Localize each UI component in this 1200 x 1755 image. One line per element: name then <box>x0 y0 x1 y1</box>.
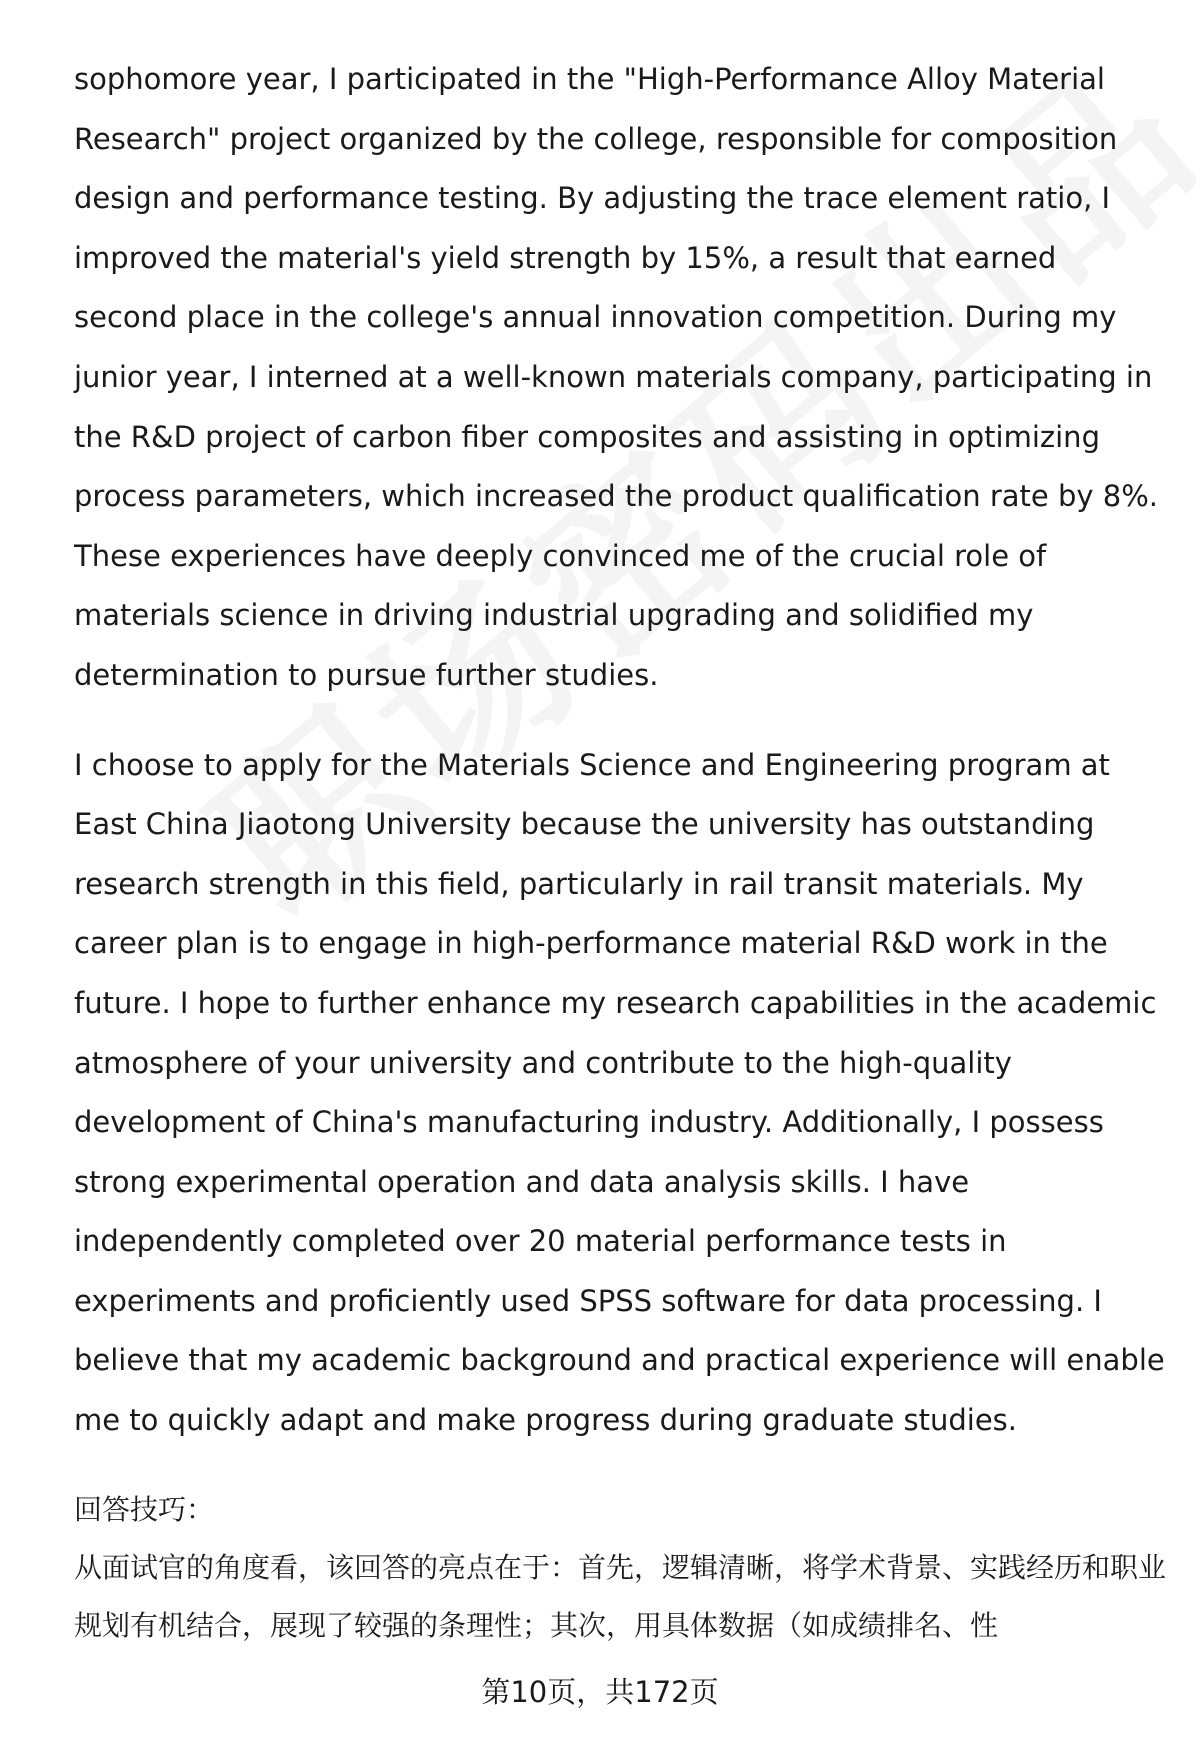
paragraph-experience: sophomore year, I participated in the "High-Performance Alloy Material Research" project organized by the college, responsible for composition design and performance testing. By adjusting the trace element ratio, I improved the material's yield strength by 15%, a result that earned second place in the college's annual innovation competition. During my junior year, I interned at a well-known materials company, participating in the R&D project of carbon fiber composites and assisting in optimizing process parameters, which increased the product qualification rate by 8%. These experiences have deeply convinced me of the crucial role of materials science in driving industrial upgrading and solidified my determination to pursue further studies. <box>74 62 1158 692</box>
tips-body: 从面试官的角度看，该回答的亮点在于：首先，逻辑清晰，将学术背景、实践经历和职业规划有机结合，展现了较强的条理性；其次，用具体数据（如成绩排名、性 <box>74 1550 1167 1642</box>
paragraph-motivation: I choose to apply for the Materials Science and Engineering program at East China Jiaotong University because the university has outstanding research strength in this field, particularly in rail transit materials. My career plan is to engage in high-performance material R&D work in the future. I hope to further enhance my research capabilities in the academic atmosphere of your university and contribute to the high-quality development of China's manufacturing industry. Additionally, I possess strong experimental operation and data analysis skills. I have independently completed over 20 material performance tests in experiments and proficiently used SPSS software for data processing. I believe that my academic background and practical experience will enable me to quickly adapt and make progress during graduate studies. <box>74 747 1165 1438</box>
tips-heading: 回答技巧： <box>74 1492 215 1526</box>
page-content <box>74 50 1166 1655</box>
answer-tips-section <box>74 1481 1166 1655</box>
page-number: 第10页，共172页 <box>481 1675 719 1709</box>
